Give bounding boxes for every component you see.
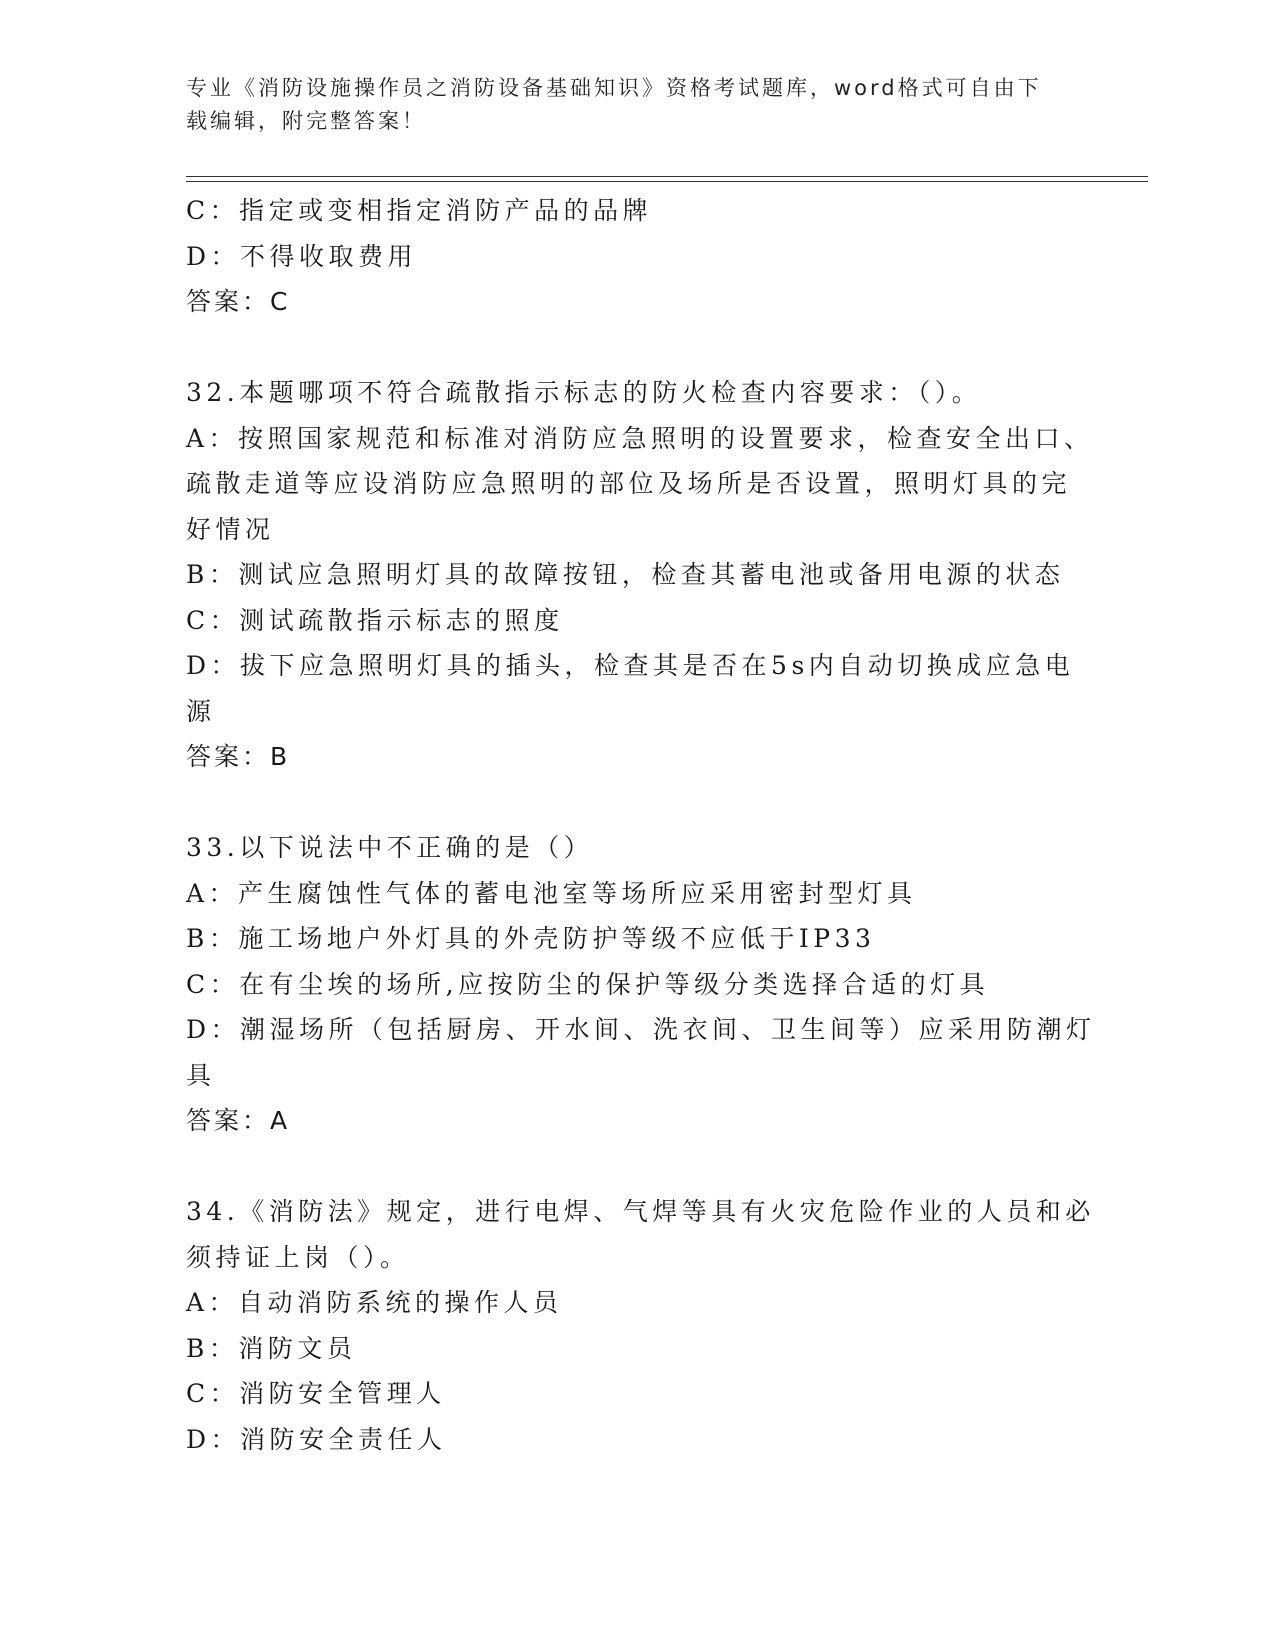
question-list	[186, 188, 1096, 1462]
q33-option-c: C：在有尘埃的场所,应按防尘的保护等级分类选择合适的灯具	[186, 969, 990, 999]
header-line-2: 载编辑，附完整答案！	[186, 109, 426, 133]
document-header	[186, 72, 1066, 138]
spacer	[186, 780, 1086, 826]
q33-option-d-line-2: 具	[186, 1060, 216, 1090]
q32-option-d-line-2: 源	[186, 696, 216, 726]
q34-option-c: C：消防安全管理人	[186, 1379, 446, 1408]
q34-question-line-2: 须持证上岗（）。	[186, 1242, 410, 1272]
header-divider-bottom	[186, 181, 1148, 182]
q32-option-a-line-2: 疏散走道等应设消防应急照明的部位及场所是否设置，照明灯具的完	[186, 469, 1072, 498]
q34-question-line-1: 34.《消防法》规定，进行电焊、气焊等具有火灾危险作业的人员和必	[186, 1197, 1095, 1226]
q32-option-b: B：测试应急照明灯具的故障按钮，检查其蓄电池或备用电源的状态	[186, 560, 1065, 589]
q32-option-a-line-1: A：按照国家规范和标准对消防应急照明的设置要求，检查安全出口、	[186, 423, 1094, 453]
question-34	[186, 1189, 1095, 1462]
q32-option-a-line-3: 好情况	[186, 514, 275, 544]
question-32	[186, 370, 1094, 780]
q34-option-b: B：消防文员	[186, 1333, 357, 1363]
spacer	[186, 1144, 1086, 1190]
question-33	[186, 825, 1096, 1144]
q34-option-a: A：自动消防系统的操作人员	[186, 1288, 563, 1317]
question-31	[186, 188, 1086, 325]
q31-option-d: D：不得收取费用	[186, 241, 418, 271]
q33-question: 33.以下说法中不正确的是（）	[186, 833, 594, 862]
q32-answer: 答案：B	[186, 742, 291, 771]
q33-option-a: A：产生腐蚀性气体的蓄电池室等场所应采用密封型灯具	[186, 878, 917, 908]
q33-option-d-line-1: D：潮湿场所（包括厨房、开水间、洗衣间、卫生间等）应采用防潮灯	[186, 1015, 1096, 1044]
header-line-1: 专业《消防设施操作员之消防设备基础知识》资格考试题库，word格式可自由下	[186, 76, 1042, 100]
header-divider-top	[186, 176, 1148, 177]
q31-option-c: C：指定或变相指定消防产品的品牌	[186, 196, 653, 225]
q32-question: 32.本题哪项不符合疏散指示标志的防火检查内容要求：（）。	[186, 378, 982, 407]
q32-option-d-line-1: D：拔下应急照明灯具的插头，检查其是否在5s内自动切换成应急电	[186, 651, 1075, 680]
q31-answer: 答案：C	[186, 287, 291, 316]
q33-option-b: B：施工场地户外灯具的外壳防护等级不应低于IP33	[186, 924, 876, 953]
q34-option-d: D：消防安全责任人	[186, 1424, 447, 1454]
q33-answer: 答案：A	[186, 1106, 291, 1135]
spacer	[186, 325, 1086, 371]
q32-option-c: C：测试疏散指示标志的照度	[186, 605, 564, 635]
